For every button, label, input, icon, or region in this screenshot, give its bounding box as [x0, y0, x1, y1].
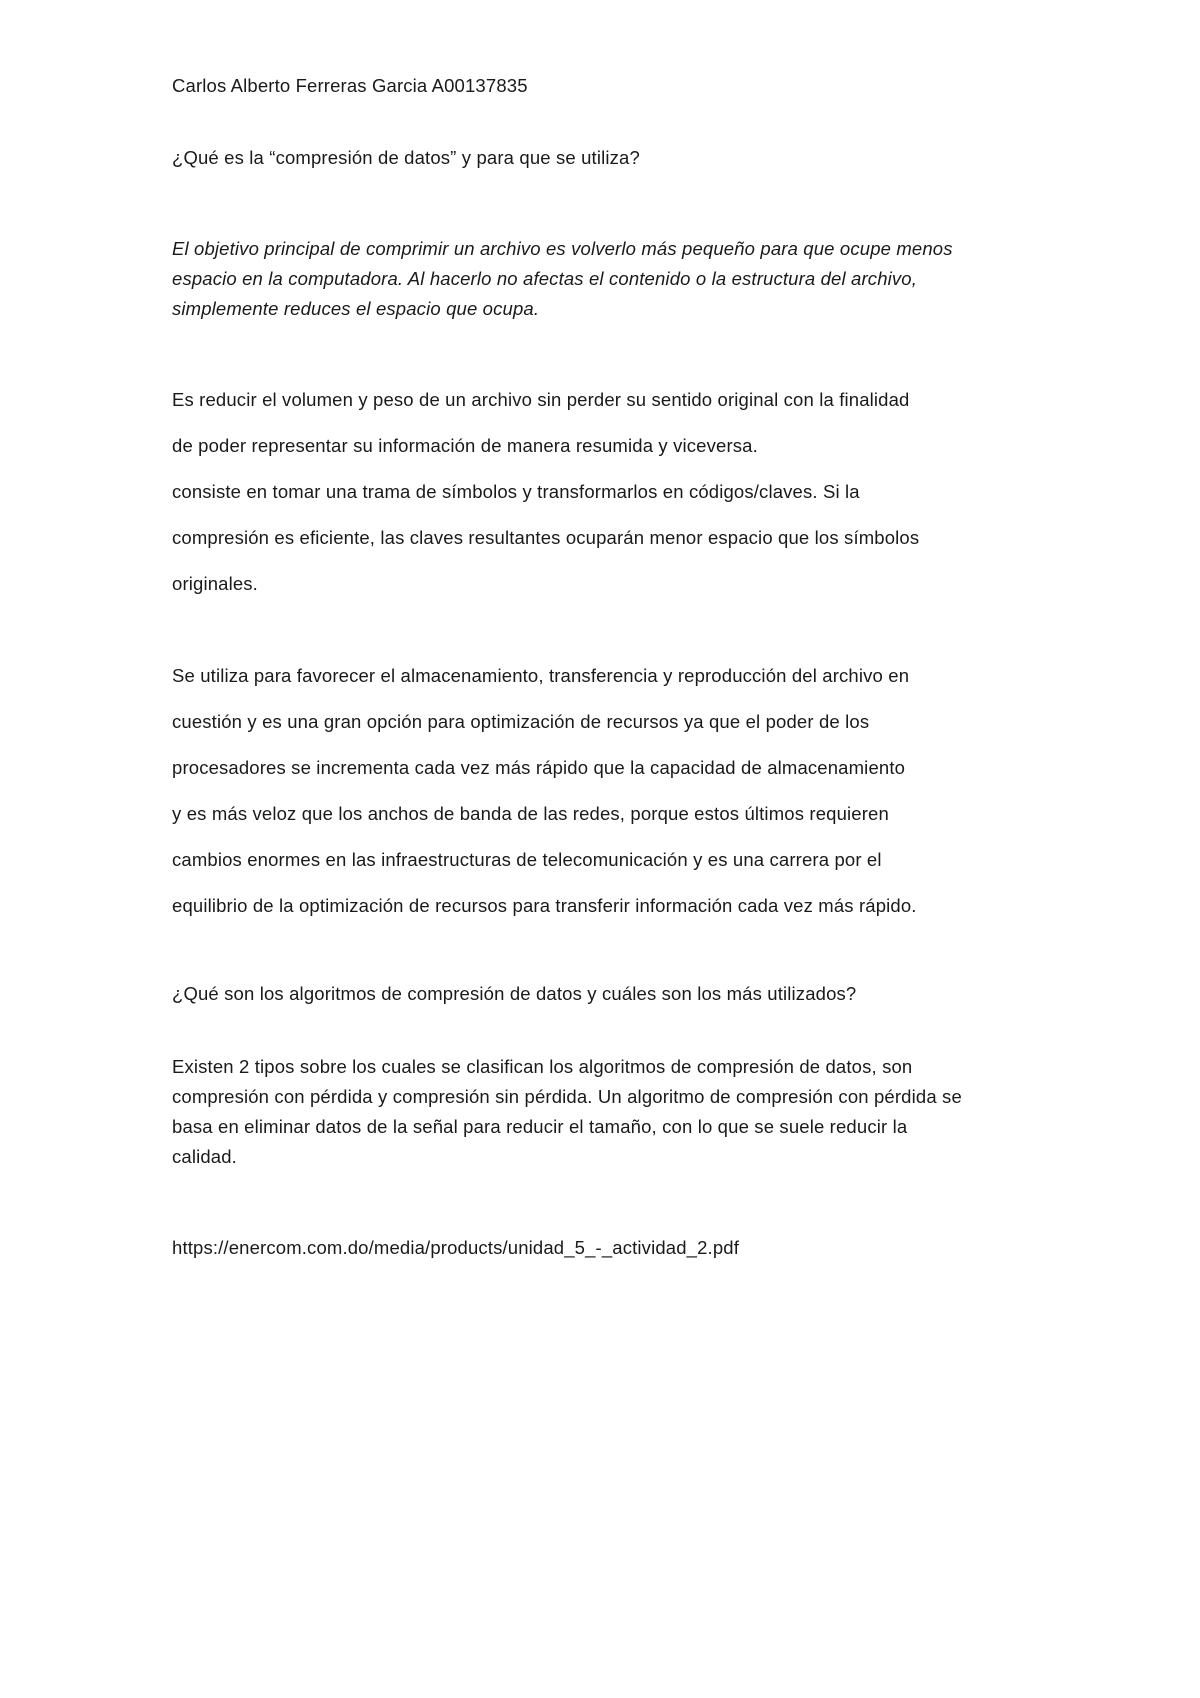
paragraph-line: compresión con pérdida y compresión sin pérdida. Un algoritmo de compresión con pérdida se — [172, 1086, 962, 1107]
paragraph-line: Se utiliza para favorecer el almacenamiento, transferencia y reproducción del archivo en — [172, 665, 910, 686]
paragraph-line: El objetivo principal de comprimir un archivo es volverlo más pequeño para que ocupe menos — [172, 238, 953, 259]
paragraph-line: basa en eliminar datos de la señal para reducir el tamaño, con lo que se suele reducir la — [172, 1116, 908, 1137]
question-heading-2: ¿Qué son los algoritmos de compresión de datos y cuáles son los más utilizados? — [172, 983, 857, 1004]
paragraph-line: cambios enormes en las infraestructuras de telecomunicación y es una carrera por el — [172, 849, 882, 870]
paragraph-line: espacio en la computadora. Al hacerlo no afectas el contenido o la estructura del archivo, — [172, 268, 918, 289]
paragraph-line: Existen 2 tipos sobre los cuales se clasifican los algoritmos de compresión de datos, son — [172, 1056, 913, 1077]
paragraph-line: compresión es eficiente, las claves resultantes ocuparán menor espacio que los símbolos — [172, 527, 920, 548]
paragraph-line: simplemente reduces el espacio que ocupa. — [172, 298, 540, 319]
paragraph-line: y es más veloz que los anchos de banda de las redes, porque estos últimos requieren — [172, 803, 889, 824]
paragraph-line: consiste en tomar una trama de símbolos y transformarlos en códigos/claves. Si la — [172, 481, 860, 502]
paragraph-line: originales. — [172, 573, 258, 594]
paragraph-line: procesadores se incrementa cada vez más rápido que la capacidad de almacenamiento — [172, 757, 906, 778]
author-line: Carlos Alberto Ferreras Garcia A00137835 — [172, 75, 528, 96]
paragraph-line: calidad. — [172, 1146, 237, 1167]
paragraph-line: equilibrio de la optimización de recursos para transferir información cada vez más rápido. — [172, 895, 917, 916]
paragraph-line: Es reducir el volumen y peso de un archivo sin perder su sentido original con la finalidad — [172, 389, 910, 410]
source-url: https://enercom.com.do/media/products/unidad_5_-_actividad_2.pdf — [172, 1237, 739, 1258]
question-heading-1: ¿Qué es la “compresión de datos” y para que se utiliza? — [172, 147, 640, 168]
paragraph-line: cuestión y es una gran opción para optimización de recursos ya que el poder de los — [172, 711, 870, 732]
paragraph-line: de poder representar su información de manera resumida y viceversa. — [172, 435, 758, 456]
